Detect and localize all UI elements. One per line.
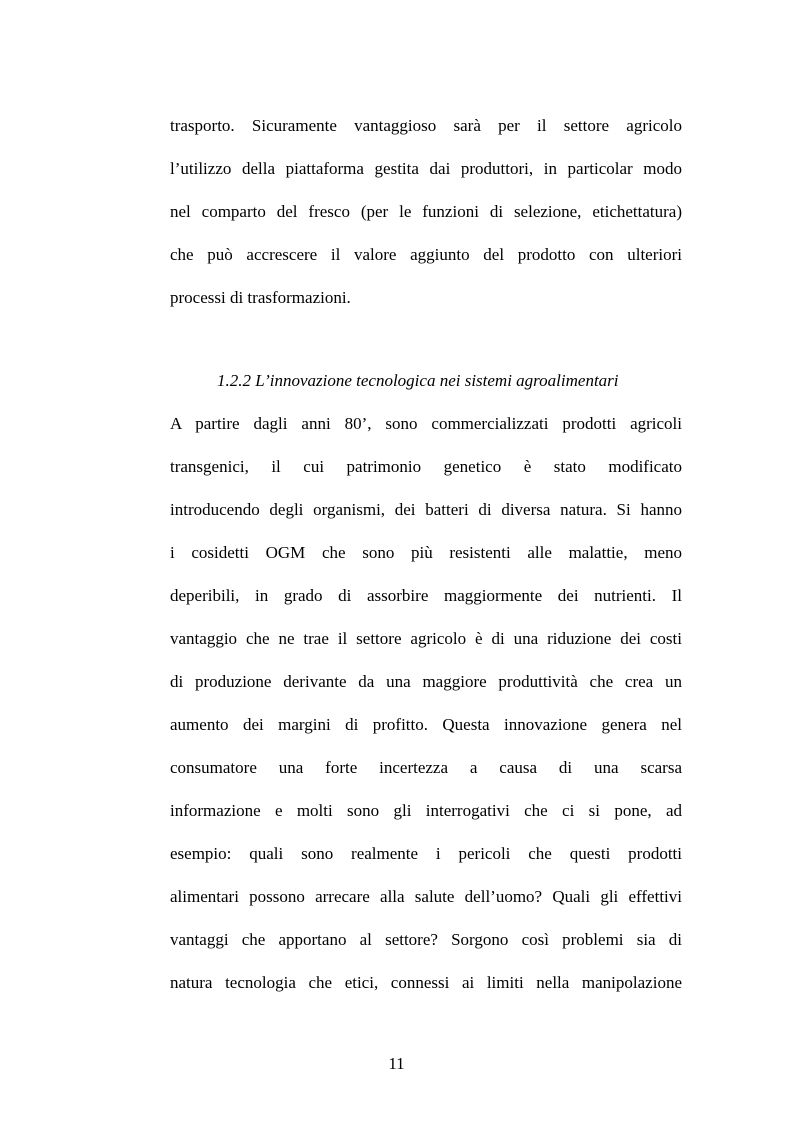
paragraph-line: introducendo degli organismi, dei batteri di diversa natura. Si hanno bbox=[170, 500, 682, 519]
paragraph-line: processi di trasformazioni. bbox=[170, 288, 351, 307]
section-heading: 1.2.2 L’innovazione tecnologica nei sistemi agroalimentari bbox=[217, 371, 619, 390]
paragraph-line: vantaggi che apportano al settore? Sorgono così problemi sia di bbox=[170, 930, 682, 949]
paragraph-line: natura tecnologia che etici, connessi ai limiti nella manipolazione bbox=[170, 973, 682, 992]
paragraph-line: i cosidetti OGM che sono più resistenti alle malattie, meno bbox=[170, 543, 682, 562]
paragraph-trasporto bbox=[170, 116, 682, 331]
paragraph-line: trasporto. Sicuramente vantaggioso sarà per il settore agricolo bbox=[170, 116, 682, 135]
paragraph-line: nel comparto del fresco (per le funzioni di selezione, etichettatura) bbox=[170, 202, 682, 221]
paragraph-line: l’utilizzo della piattaforma gestita dai produttori, in particolar modo bbox=[170, 159, 682, 178]
paragraph-line: esempio: quali sono realmente i pericoli che questi prodotti bbox=[170, 844, 682, 863]
paragraph-line: transgenici, il cui patrimonio genetico è stato modificato bbox=[170, 457, 682, 476]
paragraph-line: deperibili, in grado di assorbire maggiormente dei nutrienti. Il bbox=[170, 586, 682, 605]
paragraph-line: A partire dagli anni 80’, sono commercializzati prodotti agricoli bbox=[170, 414, 682, 433]
paragraph-line: alimentari possono arrecare alla salute dell’uomo? Quali gli effettivi bbox=[170, 887, 682, 906]
paragraph-line: che può accrescere il valore aggiunto del prodotto con ulteriori bbox=[170, 245, 682, 264]
paragraph-line: di produzione derivante da una maggiore produttività che crea un bbox=[170, 672, 682, 691]
page-number: 11 bbox=[388, 1054, 405, 1073]
paragraph-line: vantaggio che ne trae il settore agricolo è di una riduzione dei costi bbox=[170, 629, 682, 648]
paragraph-ogm bbox=[170, 414, 682, 1016]
paragraph-line: aumento dei margini di profitto. Questa innovazione genera nel bbox=[170, 715, 682, 734]
paragraph-line: informazione e molti sono gli interrogativi che ci si pone, ad bbox=[170, 801, 682, 820]
paragraph-line: consumatore una forte incertezza a causa di una scarsa bbox=[170, 758, 682, 777]
